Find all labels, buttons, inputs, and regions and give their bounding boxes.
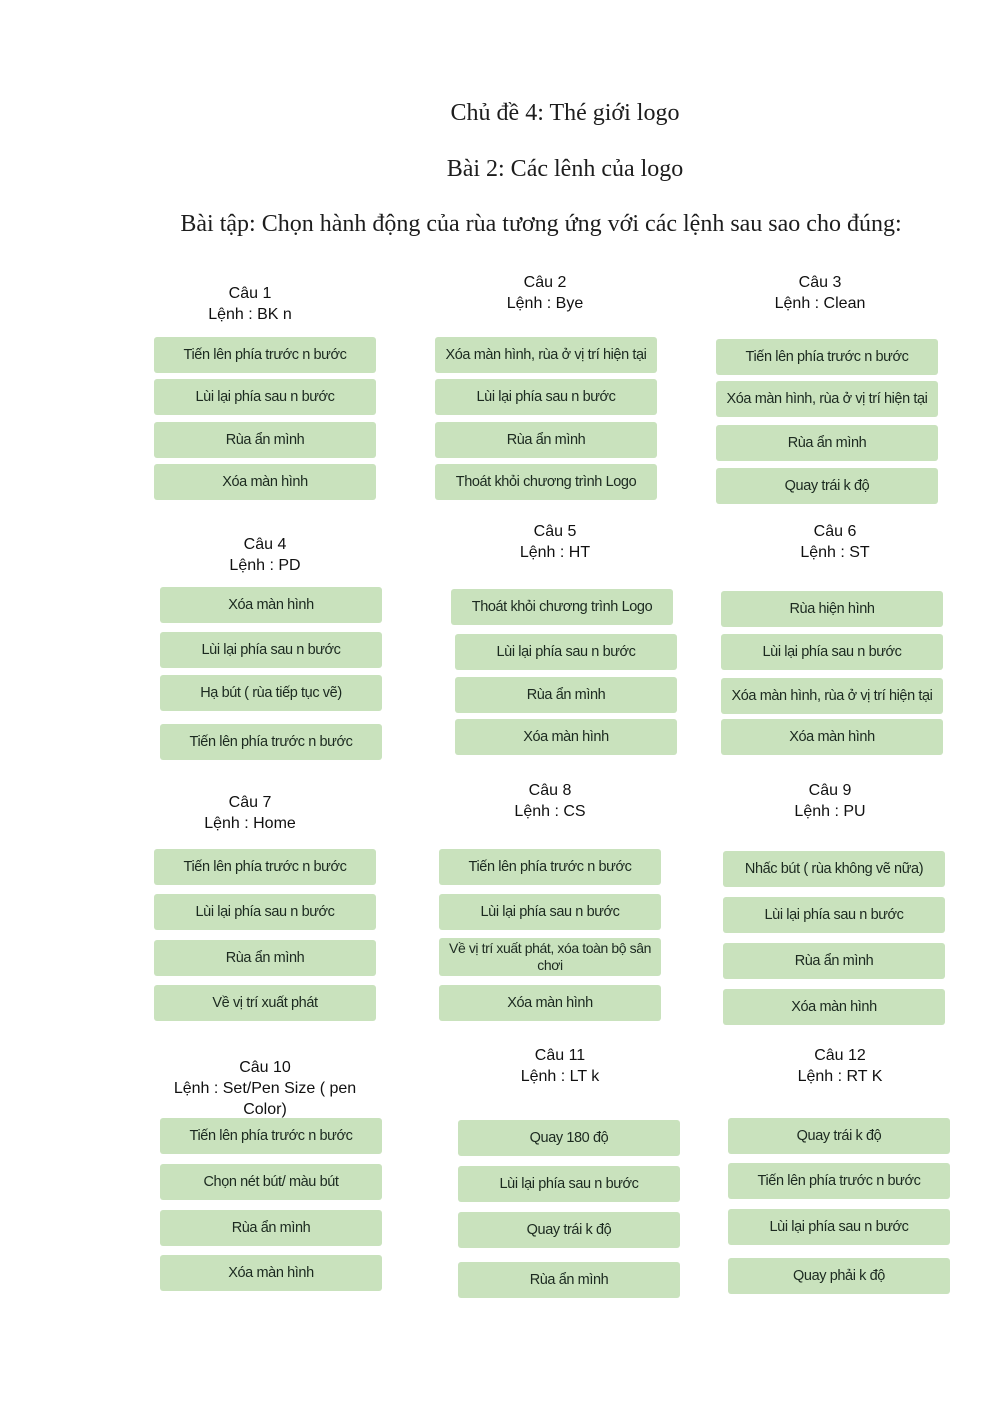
question-7-option-2[interactable]: Lùi lại phía sau n bước: [154, 894, 376, 930]
question-6-header: [770, 521, 900, 563]
question-4-command: Lệnh : PD: [229, 557, 301, 574]
question-5-command: Lệnh : HT: [519, 544, 591, 561]
question-7-label: Câu 7: [228, 794, 272, 811]
question-12-header: [780, 1045, 900, 1087]
question-5-header: [490, 521, 620, 563]
question-3-option-1[interactable]: Tiến lên phía trước n bước: [716, 339, 938, 375]
exercise-instruction: Bài tập: Chọn hành động của rùa tương ứng với các lệnh sau sao cho đúng:: [180, 211, 902, 237]
question-9-label: Câu 9: [808, 782, 852, 799]
question-2-option-2[interactable]: Lùi lại phía sau n bước: [435, 379, 657, 415]
question-6-option-1[interactable]: Rùa hiện hình: [721, 591, 943, 627]
question-6-option-2[interactable]: Lùi lại phía sau n bước: [721, 634, 943, 670]
question-9-command: Lệnh : PU: [794, 803, 866, 820]
question-8-option-1[interactable]: Tiến lên phía trước n bước: [439, 849, 661, 885]
question-9-header: [765, 780, 895, 822]
question-4-header: [200, 534, 330, 576]
question-3-label: Câu 3: [798, 274, 842, 291]
question-3-option-4[interactable]: Quay trái k độ: [716, 468, 938, 504]
question-2-header: [470, 272, 620, 314]
question-10-label: Câu 10: [239, 1059, 291, 1076]
question-4-option-2[interactable]: Lùi lại phía sau n bước: [160, 632, 382, 668]
question-9-option-2[interactable]: Lùi lại phía sau n bước: [723, 897, 945, 933]
question-10-option-2[interactable]: Chọn nét bút/ màu bút: [160, 1164, 382, 1200]
question-2-command: Lệnh : Bye: [506, 295, 584, 312]
question-2-option-1[interactable]: Xóa màn hình, rùa ở vị trí hiện tại: [435, 337, 657, 373]
question-4-label: Câu 4: [243, 536, 287, 553]
question-7-option-3[interactable]: Rùa ẩn mình: [154, 940, 376, 976]
question-8-header: [485, 780, 615, 822]
question-9-option-3[interactable]: Rùa ẩn mình: [723, 943, 945, 979]
question-12-option-2[interactable]: Tiến lên phía trước n bước: [728, 1163, 950, 1199]
question-5-option-1[interactable]: Thoát khỏi chương trình Logo: [451, 589, 673, 625]
question-3-header: [750, 272, 890, 314]
question-4-option-3[interactable]: Hạ bút ( rùa tiếp tục vẽ): [160, 675, 382, 711]
question-1-option-4[interactable]: Xóa màn hình: [154, 464, 376, 500]
question-9-option-1[interactable]: Nhấc bút ( rùa không vẽ nữa): [723, 851, 945, 887]
question-2-option-4[interactable]: Thoát khỏi chương trình Logo: [435, 464, 657, 500]
question-3-command: Lệnh : Clean: [774, 295, 866, 312]
lesson-subtitle: Bài 2: Các lênh của logo: [446, 156, 684, 182]
question-5-label: Câu 5: [533, 523, 577, 540]
question-11-label: Câu 11: [534, 1047, 586, 1064]
question-8-option-4[interactable]: Xóa màn hình: [439, 985, 661, 1021]
question-8-option-2[interactable]: Lùi lại phía sau n bước: [439, 894, 661, 930]
question-7-option-4[interactable]: Về vị trí xuất phát: [154, 985, 376, 1021]
question-11-header: [500, 1045, 620, 1087]
question-12-label: Câu 12: [814, 1047, 866, 1064]
question-12-option-4[interactable]: Quay phải k độ: [728, 1258, 950, 1294]
question-8-label: Câu 8: [528, 782, 572, 799]
question-6-label: Câu 6: [813, 523, 857, 540]
question-8-command: Lệnh : CS: [514, 803, 586, 820]
question-10-option-4[interactable]: Xóa màn hình: [160, 1255, 382, 1291]
question-1-option-3[interactable]: Rùa ẩn mình: [154, 422, 376, 458]
question-7-option-1[interactable]: Tiến lên phía trước n bước: [154, 849, 376, 885]
question-6-option-4[interactable]: Xóa màn hình: [721, 719, 943, 755]
question-12-command: Lệnh : RT K: [797, 1068, 883, 1085]
question-12-option-1[interactable]: Quay trái k độ: [728, 1118, 950, 1154]
question-5-option-4[interactable]: Xóa màn hình: [455, 719, 677, 755]
question-10-command: Lệnh : Set/Pen Size ( pen Color): [173, 1080, 357, 1118]
question-11-option-1[interactable]: Quay 180 độ: [458, 1120, 680, 1156]
question-12-option-3[interactable]: Lùi lại phía sau n bước: [728, 1209, 950, 1245]
question-11-command: Lệnh : LT k: [520, 1068, 600, 1085]
question-4-option-1[interactable]: Xóa màn hình: [160, 587, 382, 623]
question-1-option-2[interactable]: Lùi lại phía sau n bước: [154, 379, 376, 415]
question-3-option-3[interactable]: Rùa ẩn mình: [716, 425, 938, 461]
question-5-option-2[interactable]: Lùi lại phía sau n bước: [455, 634, 677, 670]
question-7-command: Lệnh : Home: [204, 815, 296, 832]
question-1-label: Câu 1: [228, 285, 272, 302]
question-7-header: [185, 792, 315, 834]
question-2-label: Câu 2: [523, 274, 567, 291]
question-6-command: Lệnh : ST: [800, 544, 870, 561]
question-6-option-3[interactable]: Xóa màn hình, rùa ở vị trí hiện tại: [721, 678, 943, 714]
question-1-option-1[interactable]: Tiến lên phía trước n bước: [154, 337, 376, 373]
question-5-option-3[interactable]: Rùa ẩn mình: [455, 677, 677, 713]
question-10-option-1[interactable]: Tiến lên phía trước n bước: [160, 1118, 382, 1154]
question-11-option-2[interactable]: Lùi lại phía sau n bước: [458, 1166, 680, 1202]
question-10-header: [160, 1057, 370, 1120]
question-11-option-3[interactable]: Quay trái k độ: [458, 1212, 680, 1248]
question-1-command: Lệnh : BK n: [208, 306, 292, 323]
question-9-option-4[interactable]: Xóa màn hình: [723, 989, 945, 1025]
question-1-header: [190, 283, 310, 325]
question-4-option-4[interactable]: Tiến lên phía trước n bước: [160, 724, 382, 760]
page-title: Chủ đề 4: Thé giới logo: [450, 100, 680, 126]
question-10-option-3[interactable]: Rùa ẩn mình: [160, 1210, 382, 1246]
question-3-option-2[interactable]: Xóa màn hình, rùa ở vị trí hiện tại: [716, 381, 938, 417]
question-11-option-4[interactable]: Rùa ẩn mình: [458, 1262, 680, 1298]
question-2-option-3[interactable]: Rùa ẩn mình: [435, 422, 657, 458]
question-8-option-3[interactable]: Về vị trí xuất phát, xóa toàn bộ sân chơi: [439, 938, 661, 976]
